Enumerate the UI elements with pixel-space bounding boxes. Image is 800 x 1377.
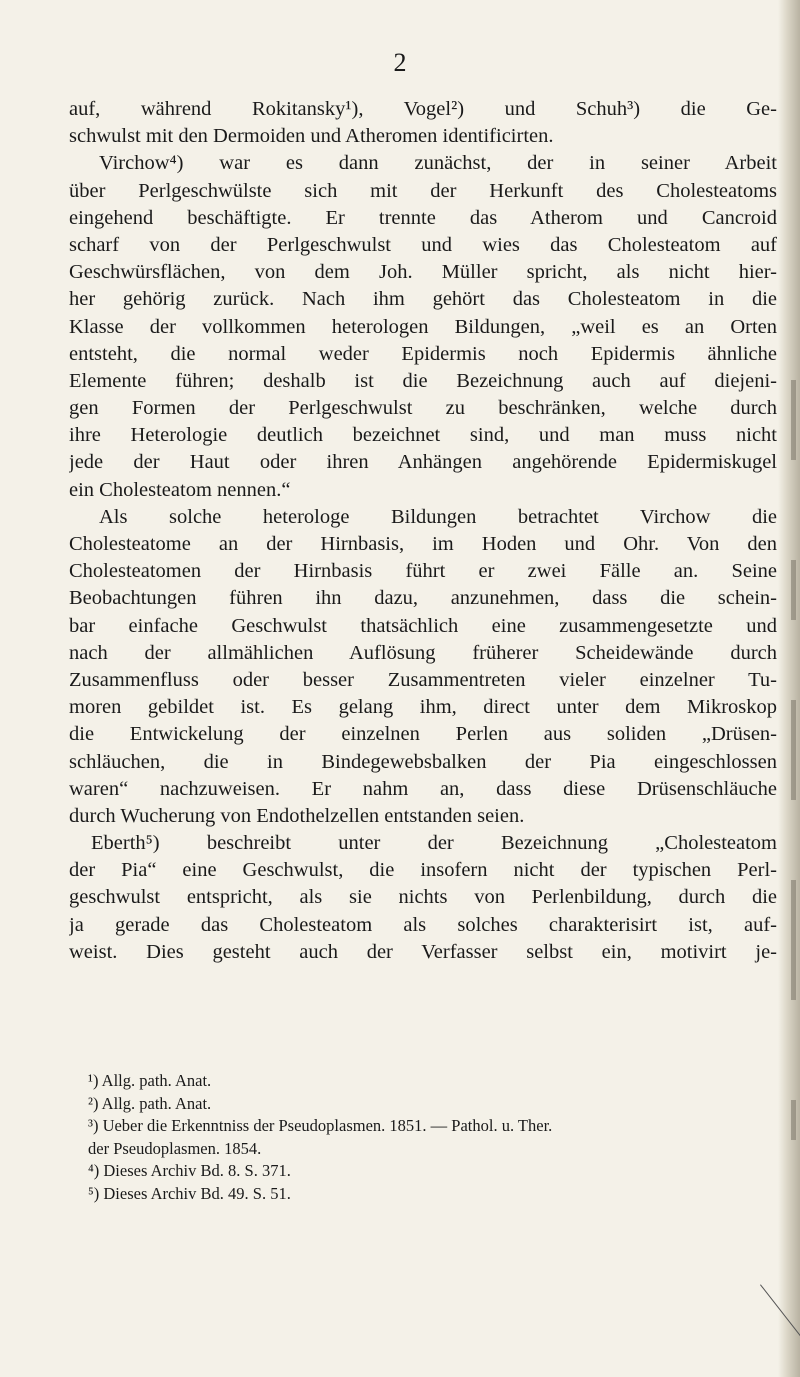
edge-mark <box>791 380 796 460</box>
footnote: ⁴) Dieses Archiv Bd. 8. S. 371. <box>88 1161 291 1180</box>
text-line: über Perlgeschwülste sich mit der Herkunft des Cholesteatoms <box>69 179 777 202</box>
text-line: durch Wucherung von Endothelzellen entstanden seien. <box>69 804 525 827</box>
text-line: Cholesteatomen der Hirnbasis führt er zwei Fälle an. Seine <box>69 560 777 583</box>
text-line: nach der allmählichen Auflösung früherer Scheidewände durch <box>69 641 777 664</box>
text-line: Cholesteatome an der Hirnbasis, im Hoden und Ohr. Von den <box>69 533 777 555</box>
text-line: Als solche heterologe Bildungen betrachtet Virchow die <box>99 505 777 528</box>
text-line: Virchow⁴) war es dann zunächst, der in seiner Arbeit <box>99 152 777 175</box>
text-line: Eberth⁵) beschreibt unter der Bezeichnung „Cholesteatom <box>91 832 777 855</box>
text-line: scharf von der Perlgeschwulst und wies das Cholesteatom auf <box>69 233 777 256</box>
edge-mark <box>791 880 796 1000</box>
text-line: Geschwürsflächen, von dem Joh. Müller spricht, als nicht hier- <box>69 261 777 284</box>
text-line: ihre Heterologie deutlich bezeichnet sind, und man muss nicht <box>69 424 777 447</box>
text-line: bar einfache Geschwulst thatsächlich eine zusammengesetzte und <box>69 614 777 637</box>
text-line: schläuchen, die in Bindegewebsbalken der Pia eingeschlossen <box>69 750 777 773</box>
footnote: ³) Ueber die Erkenntniss der Pseudoplasmen. 1851. — Pathol. u. Ther. <box>88 1116 553 1135</box>
text-line: Beobachtungen führen ihn dazu, anzunehmen, dass die schein- <box>69 587 777 610</box>
text-line: gen Formen der Perlgeschwulst zu beschränken, welche durch <box>69 397 777 420</box>
footnote-continuation: der Pseudoplasmen. 1854. <box>88 1138 262 1158</box>
edge-mark <box>791 1100 796 1140</box>
edge-mark <box>791 560 796 620</box>
text-line: ein Cholesteatom nennen.“ <box>69 478 291 501</box>
body-text <box>69 96 777 966</box>
text-line: schwulst mit den Dermoiden und Atheromen identificirten. <box>69 125 554 148</box>
page-edge-shadow <box>778 0 800 1377</box>
footnote: ¹) Allg. path. Anat. <box>88 1071 212 1090</box>
text-line: geschwulst entspricht, als sie nichts von Perlenbildung, durch die <box>69 886 777 909</box>
page-number: 2 <box>393 48 407 77</box>
text-line: ja gerade das Cholesteatom als solches charakterisirt ist, auf- <box>69 913 777 936</box>
footnote: ⁵) Dieses Archiv Bd. 49. S. 51. <box>88 1183 291 1203</box>
text-line: waren“ nachzuweisen. Er nahm an, dass diese Drüsenschläuche <box>69 777 777 800</box>
text-line: Elemente führen; deshalb ist die Bezeichnung auch auf diejeni- <box>69 369 777 392</box>
text-line: eingehend beschäftigte. Er trennte das Atherom und Cancroid <box>69 206 777 229</box>
text-line: der Pia“ eine Geschwulst, die insofern nicht der typischen Perl- <box>69 859 777 882</box>
footnotes <box>88 1070 778 1205</box>
text-line: jede der Haut oder ihren Anhängen angehörende Epidermiskugel <box>69 451 777 474</box>
text-line: auf, während Rokitansky¹), Vogel²) und Schuh³) die Ge- <box>69 98 777 120</box>
text-line: Zusammenfluss oder besser Zusammentreten vieler einzelner Tu- <box>69 668 777 691</box>
text-line: her gehörig zurück. Nach ihm gehört das Cholesteatom in die <box>69 288 777 311</box>
text-line: moren gebildet ist. Es gelang ihm, direct unter dem Mikroskop <box>69 696 777 719</box>
text-line: weist. Dies gesteht auch der Verfasser selbst ein, motivirt je- <box>69 940 777 963</box>
edge-mark <box>791 700 796 800</box>
text-line: Klasse der vollkommen heterologen Bildungen, „weil es an Orten <box>69 315 777 338</box>
text-line: die Entwickelung der einzelnen Perlen aus soliden „Drüsen- <box>69 723 777 746</box>
text-line: entsteht, die normal weder Epidermis noch Epidermis ähnliche <box>69 342 777 365</box>
footnote: ²) Allg. path. Anat. <box>88 1093 212 1113</box>
